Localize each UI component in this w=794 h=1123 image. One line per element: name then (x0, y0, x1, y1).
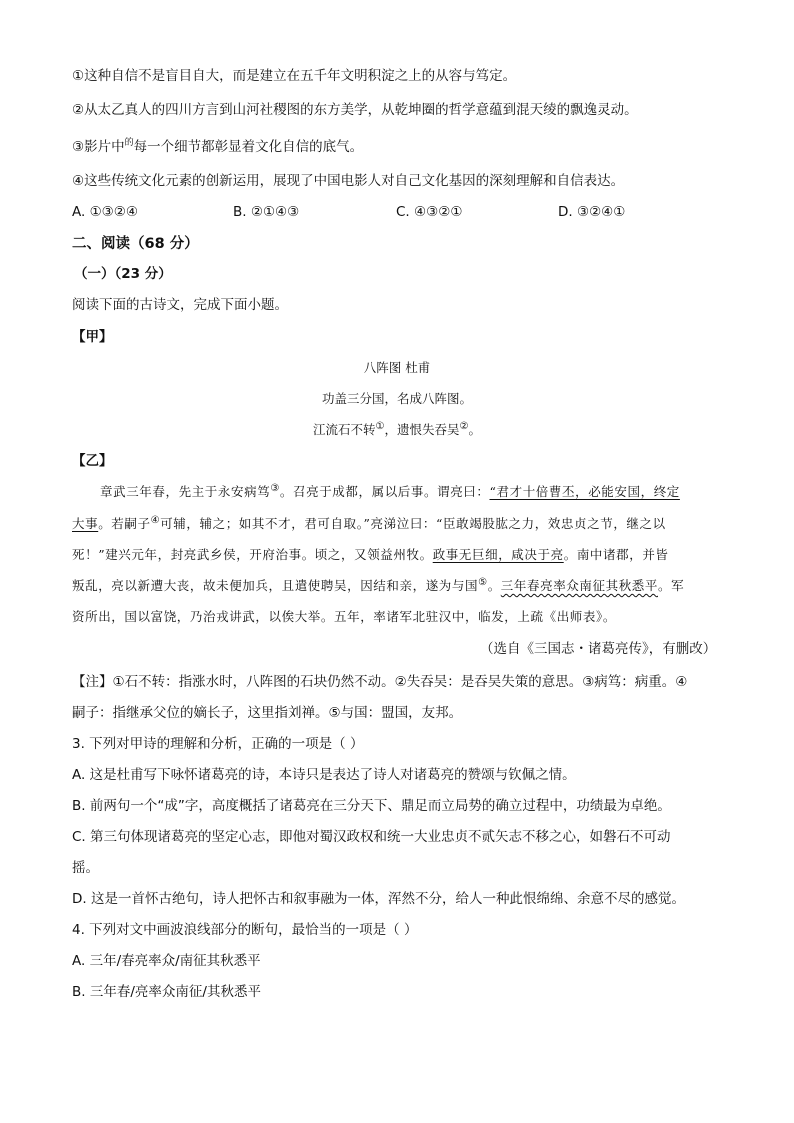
source-note: （选自《三国志・诸葛亮传》，有删改） (480, 641, 717, 657)
option-b: B. ②①④③ (233, 204, 300, 220)
poem-title: 八阵图 杜甫 (363, 360, 431, 375)
option-d: D. ③②④① (558, 204, 626, 220)
q4-option-a: A. 三年/春亮率众/南征其秋悉平 (72, 953, 261, 969)
yi-label: 【乙】 (72, 453, 113, 469)
q3-option-c: C. 第三句体现诸葛亮的坚定心志，即他对蜀汉政权和统一大业忠贞不贰矢志不移之心，如磐石不可动 (72, 829, 671, 845)
yi-line-2 (72, 514, 666, 534)
note-ref: ⑤ (478, 577, 488, 588)
underlined-text: 政事无巨细，咸决于亮 (432, 547, 564, 562)
section-heading: 二、阅读（68 分） (72, 236, 199, 252)
q3-option-c-cont: 摇。 (72, 860, 99, 876)
yi-text: 死！”建兴元年，封亮武乡侯，开府治事。顷之，又领益州牧。 (72, 547, 433, 562)
yi-text: 。南中诸郡，并皆 (563, 547, 669, 562)
poem-text: ，遗恨失吞吴 (384, 422, 460, 437)
notes-line-1: 【注】①石不转：指涨水时，八阵图的石块仍然不动。②失吞吴：是吞吴失策的意思。③病笃：病重。④ (72, 674, 688, 690)
sentence-3-part: ③影片中 (72, 139, 125, 155)
option-c: C. ④③②① (396, 204, 463, 220)
sentence-4: ④这些传统文化元素的创新运用，展现了中国电影人对自己文化基因的深刻理解和自信表达。 (72, 173, 625, 189)
sentence-3-part: 每一个细节都彰显着文化自信的底气。 (133, 139, 364, 155)
yi-text: 。召亮于成都，属以后事。谓亮曰： (279, 484, 490, 499)
yi-text: 。军 (658, 578, 685, 593)
poem-text: 。 (468, 422, 481, 437)
yi-text: 可辅，辅之；如其不才，君可自取。”亮涕泣曰：“臣敢竭股肱之力，效忠贞之节，继之以 (160, 516, 666, 531)
notes-line-2: 嗣子：指继承父位的嫡长子，这里指刘禅。⑤与国：盟国，友邦。 (72, 705, 463, 721)
yi-text: 章武三年春，先主于永安病笃 (100, 484, 271, 499)
q4-stem: 4. 下列对文中画波浪线部分的断句，最恰当的一项是（ ） (72, 922, 418, 938)
underlined-text: 大事 (72, 516, 99, 531)
jia-label: 【甲】 (72, 329, 113, 345)
underlined-text: “君才十倍曹丕，必能安国，终定 (489, 484, 680, 499)
poem-line-2 (0, 420, 794, 440)
note-ref: ① (375, 421, 385, 432)
sub-heading: （一）（23 分） (74, 266, 172, 282)
note-ref: ④ (150, 515, 161, 526)
q3-option-d: D. 这是一首怀古绝句，诗人把怀古和叙事融为一体，浑然不分，给人一种此恨绵绵、余意不尽的感觉。 (72, 891, 685, 907)
note-ref: ③ (270, 483, 280, 494)
q4-option-b: B. 三年春/亮率众南征/其秋悉平 (72, 984, 261, 1000)
instruction: 阅读下面的古诗文，完成下面小题。 (72, 297, 288, 313)
yi-line-3 (72, 545, 669, 565)
yi-line-4 (72, 576, 684, 596)
poem-text: 江流石不转 (313, 422, 376, 437)
q3-option-b: B. 前两句一个“成”字，高度概括了诸葛亮在三分天下、鼎足而立局势的确立过程中，功绩最为卓绝。 (72, 798, 671, 814)
yi-text: 叛乱，亮以新遭大丧，故未便加兵，且遣使聘吴，因结和亲，遂为与国 (72, 578, 479, 593)
sentence-3-superscript: 的 (124, 138, 134, 148)
sentence-2: ②从太乙真人的四川方言到山河社稷图的东方美学，从乾坤圈的哲学意蕴到混天绫的飘逸灵动。 (72, 102, 638, 118)
note-ref: ② (459, 421, 469, 432)
yi-line-1 (100, 482, 680, 502)
wavy-underlined-text: 三年春亮率众南征其秋悉平 (500, 578, 658, 593)
sentence-1: ①这种自信不是盲目自大，而是建立在五千年文明积淀之上的从容与笃定。 (72, 68, 517, 84)
q3-stem: 3. 下列对甲诗的理解和分析，正确的一项是（ ） (72, 736, 364, 752)
option-a: A. ①③②④ (72, 204, 138, 220)
sentence-3 (72, 137, 363, 157)
yi-line-5: 资所出，国以富饶，乃治戎讲武，以俟大举。五年，率诸军北驻汉中，临发，上疏《出师表》。 (72, 609, 616, 624)
poem-line-1: 功盖三分国，名成八阵图。 (321, 391, 472, 406)
yi-text: 。若嗣子 (98, 516, 151, 531)
q3-option-a: A. 这是杜甫写下咏怀诸葛亮的诗，本诗只是表达了诗人对诸葛亮的赞颂与钦佩之情。 (72, 767, 576, 783)
yi-text: 。 (487, 578, 501, 593)
